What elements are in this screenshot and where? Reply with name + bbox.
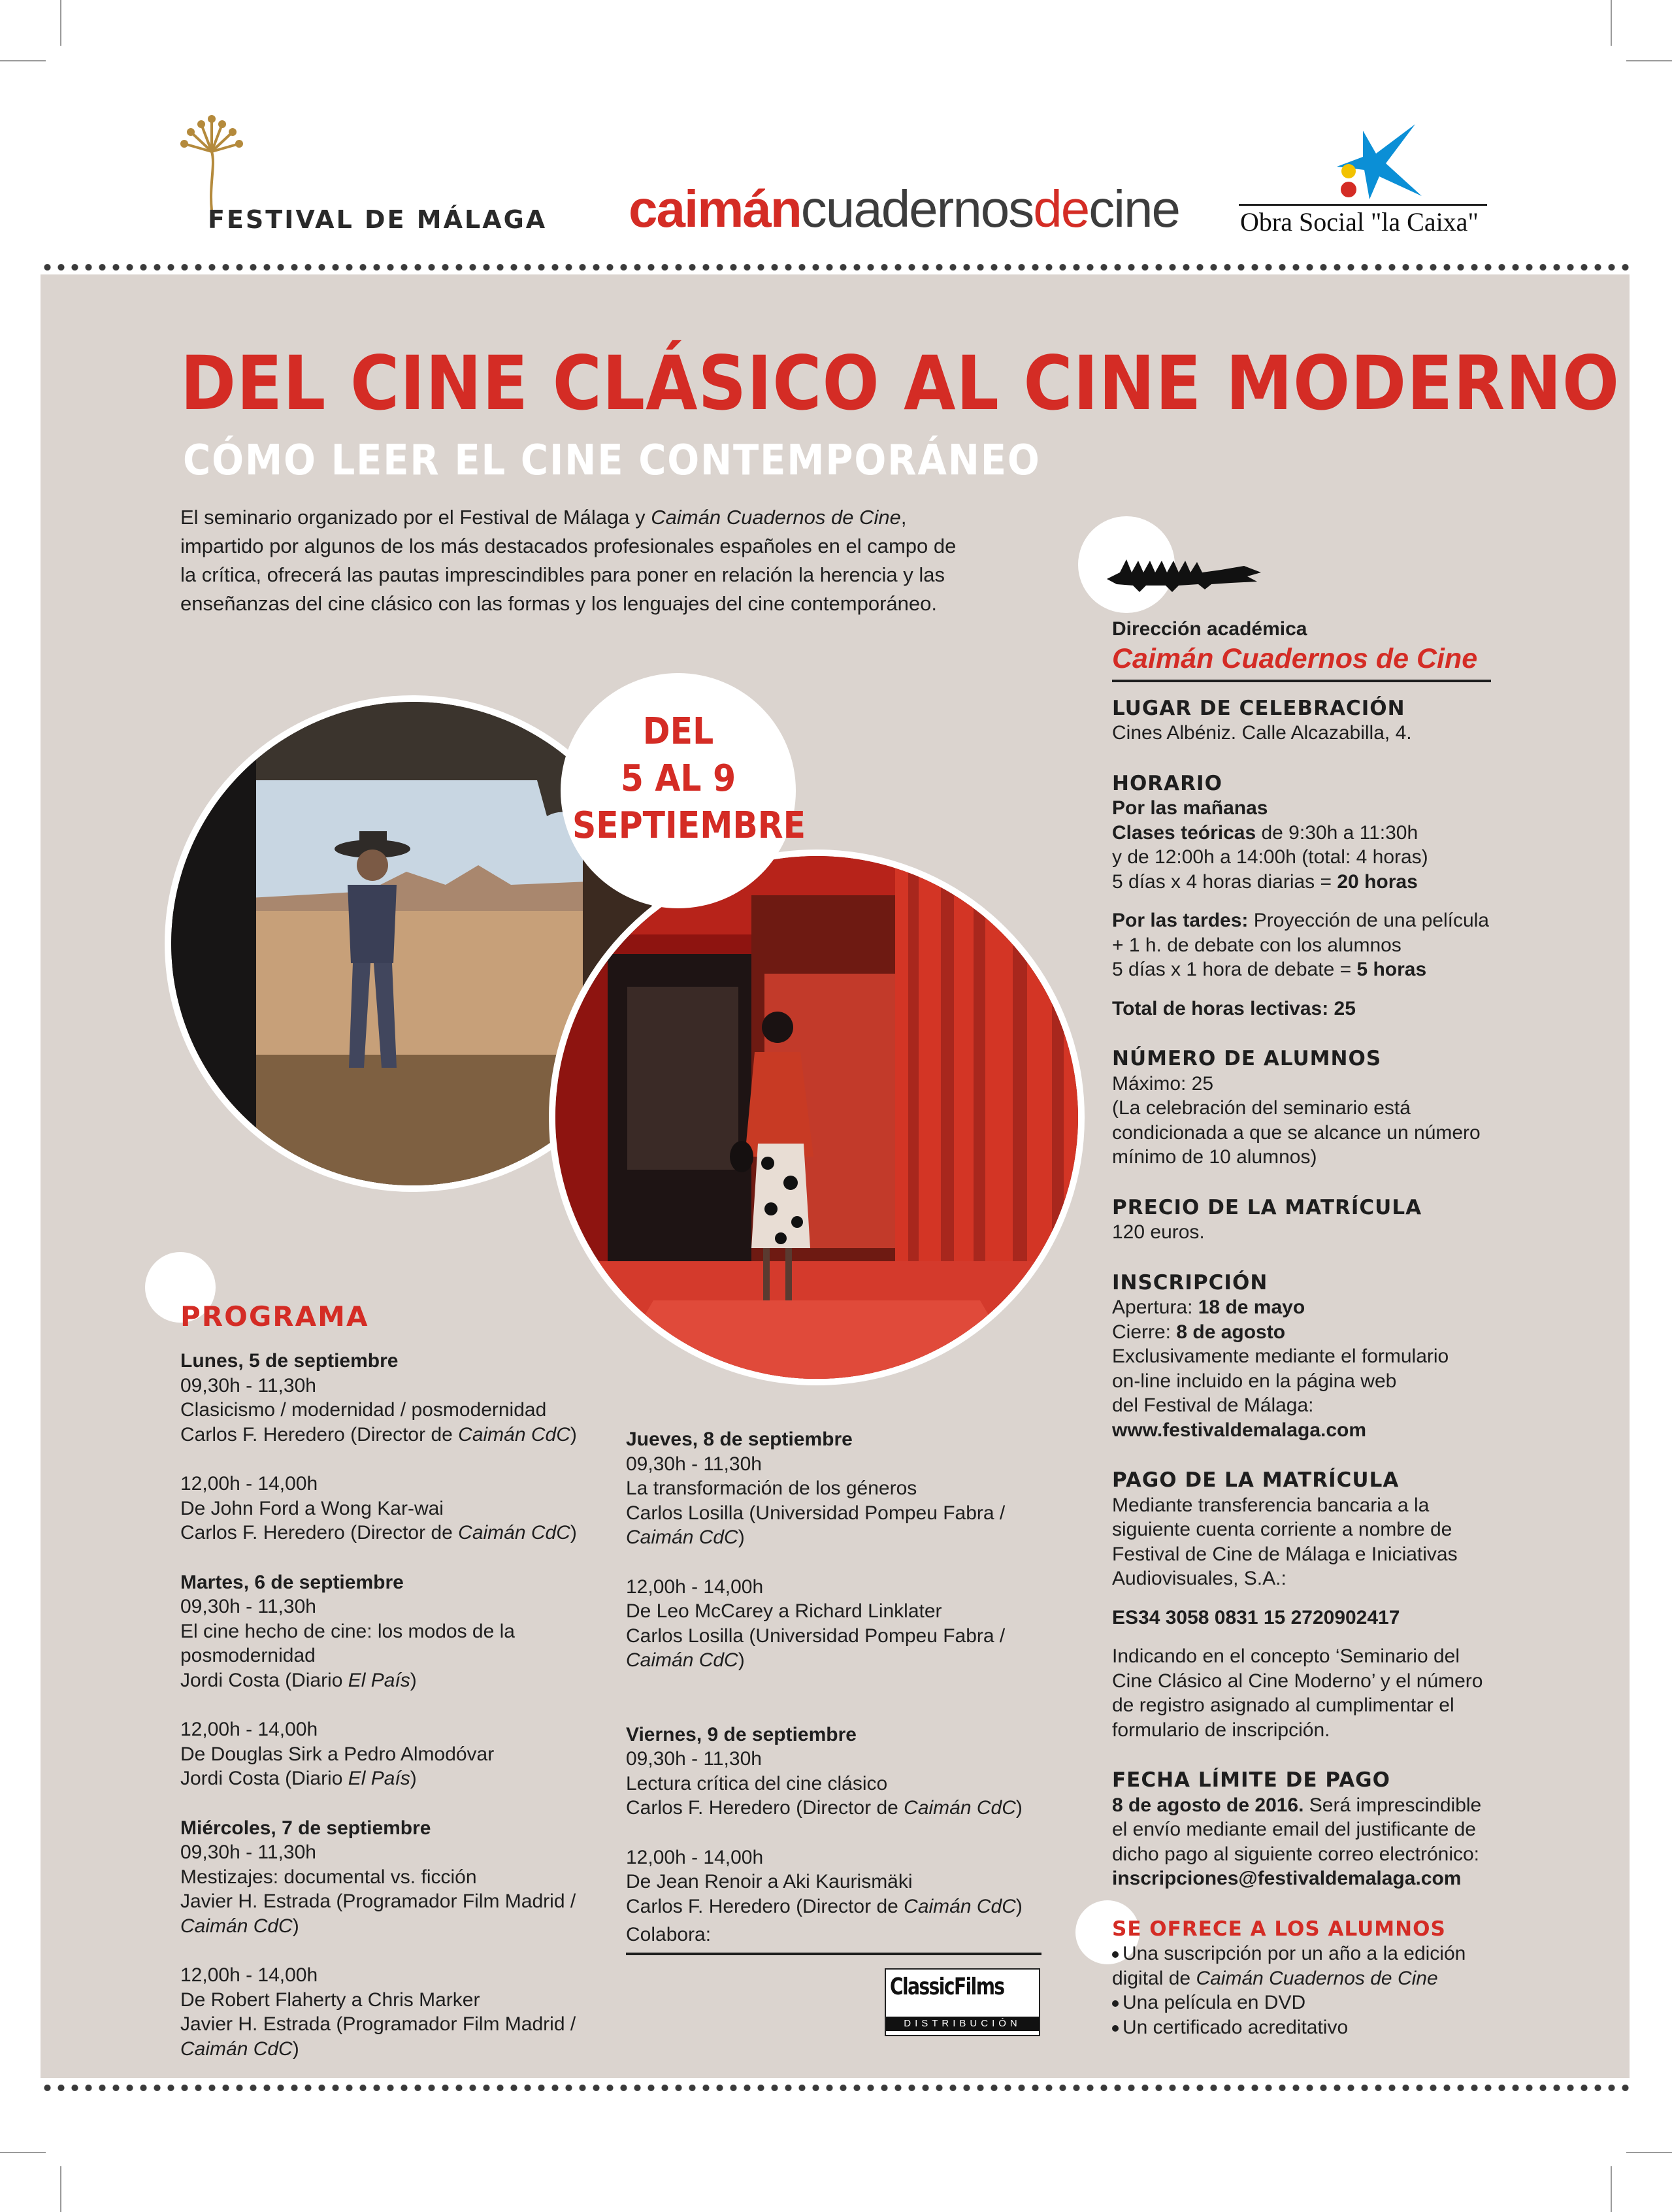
- clases-total: 20 horas: [1337, 870, 1418, 893]
- inscripcion-text: Apertura:: [1112, 1296, 1198, 1318]
- speaker-text: Jordi Costa (Diario: [180, 1768, 348, 1789]
- alumnos-line: (La celebración del seminario está: [1112, 1097, 1411, 1119]
- ofrece-heading: SE OFRECE A LOS ALUMNOS: [1112, 1917, 1446, 1941]
- day-heading: Martes, 6 de septiembre: [180, 1571, 404, 1593]
- day-heading: Lunes, 5 de septiembre: [180, 1350, 399, 1372]
- star-icon: [1324, 124, 1428, 203]
- crop-mark: [60, 2166, 61, 2212]
- caiman-logo-part: de: [1033, 180, 1089, 238]
- session-subject: Lectura crítica del cine clásico: [626, 1772, 888, 1794]
- crop-mark: [0, 60, 46, 61]
- tardes-text: 5 días x 1 hora de debate =: [1112, 959, 1357, 980]
- date-line: 5 AL 9: [620, 757, 736, 800]
- pago-line: Mediante transferencia bancaria a la: [1112, 1494, 1430, 1516]
- session-time: 09,30h - 11,30h: [180, 1596, 316, 1617]
- direccion-label: Dirección académica: [1112, 618, 1307, 640]
- crop-mark: [1626, 2152, 1672, 2153]
- session-time: 09,30h - 11,30h: [180, 1841, 316, 1863]
- dotted-divider-top: [41, 264, 1630, 271]
- session-speaker: [180, 1521, 638, 1545]
- session-subject: El cine hecho de cine: los modos de la: [180, 1620, 515, 1642]
- concepto-line: de registro asignado al cumplimentar el: [1112, 1694, 1454, 1716]
- alumnos-line: Máximo: 25: [1112, 1072, 1214, 1095]
- alumnos-line: condicionada a que se alcance un número: [1112, 1121, 1481, 1144]
- speaker-italic: Caimán CdC: [626, 1649, 738, 1671]
- crocodile-icon: [1107, 553, 1264, 599]
- session-speaker: [180, 1766, 638, 1791]
- speaker-text: ): [292, 1915, 299, 1937]
- speaker-text: ): [410, 1669, 417, 1691]
- clases-line: y de 12:00h a 14:00h (total: 4 horas): [1112, 846, 1428, 868]
- speaker-text: ): [292, 2038, 299, 2060]
- session-speaker: Javier H. Estrada (Programador Film Madrid /: [180, 1890, 576, 1912]
- speaker-italic: Caimán CdC: [904, 1895, 1016, 1917]
- lugar-value: Cines Albéniz. Calle Alcazabilla, 4.: [1112, 722, 1412, 744]
- tardes-text: Proyección de una película: [1248, 910, 1489, 931]
- session-subject: La transformación de los géneros: [626, 1477, 917, 1499]
- concepto-line: Cine Clásico al Cine Moderno’ y el número: [1112, 1670, 1483, 1692]
- tardes-line: + 1 h. de debate con los alumnos: [1112, 934, 1402, 956]
- info-column: [1112, 617, 1530, 2039]
- cierre-date: 8 de agosto: [1176, 1321, 1286, 1343]
- clases-text: de 9:30h a 11:30h: [1256, 821, 1418, 844]
- precio-value: 120 euros.: [1112, 1221, 1205, 1243]
- pago-line: Audiovisuales, S.A.:: [1112, 1568, 1287, 1589]
- inscripcion-heading: INSCRIPCIÓN: [1112, 1270, 1268, 1295]
- ofrece-item: Una película en DVD: [1123, 1992, 1306, 2013]
- speaker-text: Carlos F. Heredero (Director de: [626, 1895, 904, 1917]
- day-heading: Viernes, 9 de septiembre: [626, 1723, 857, 1745]
- in-the-mood-for-love-still: [549, 850, 1085, 1385]
- lacaixa-logo: [1239, 124, 1500, 242]
- fecha-limite-date: 8 de agosto de 2016.: [1112, 1794, 1304, 1816]
- total-horas: Total de horas lectivas: 25: [1112, 997, 1356, 1019]
- session-subject: posmodernidad: [180, 1645, 316, 1666]
- iban-value: ES34 3058 0831 15 2720902417: [1112, 1606, 1400, 1628]
- speaker-italic: Caimán CdC: [458, 1522, 570, 1543]
- horario-heading: HORARIO: [1112, 771, 1222, 795]
- day-heading: Miércoles, 7 de septiembre: [180, 1817, 431, 1839]
- session-speaker: [180, 1423, 638, 1447]
- bullet-icon: [1112, 2025, 1119, 2032]
- tardes-label: Por las tardes:: [1112, 910, 1249, 931]
- session-subject: De Robert Flaherty a Chris Marker: [180, 1989, 480, 2011]
- precio-heading: PRECIO DE LA MATRÍCULA: [1112, 1195, 1422, 1219]
- bullet-icon: [1112, 2000, 1119, 2007]
- concepto-line: Indicando en el concepto ‘Seminario del: [1112, 1645, 1460, 1667]
- clases-label: Clases teóricas: [1112, 821, 1256, 844]
- date-line: SEPTIEMBRE: [572, 804, 806, 847]
- program-column-2: [626, 1427, 1083, 1919]
- dotted-divider-bottom: [41, 2085, 1630, 2091]
- classic-films-name: ClassicFilms: [890, 1973, 1004, 2000]
- session-subject: Clasicismo / modernidad / posmodernidad: [180, 1399, 547, 1421]
- speaker-italic: Caimán CdC: [904, 1797, 1016, 1819]
- inscripcion-line: del Festival de Málaga:: [1112, 1395, 1314, 1416]
- session-speaker: [180, 1668, 638, 1693]
- caiman-logo: [629, 180, 1180, 238]
- speaker-italic: El País: [348, 1669, 410, 1691]
- apertura-date: 18 de mayo: [1198, 1296, 1305, 1318]
- alumnos-line: mínimo de 10 alumnos): [1112, 1146, 1317, 1168]
- session-speaker: [626, 1796, 1083, 1821]
- fecha-limite-text: Será imprescindible: [1303, 1794, 1482, 1816]
- direccion-name: Caimán Cuadernos de Cine: [1112, 642, 1478, 674]
- speaker-text: ): [738, 1649, 745, 1671]
- session-time: 09,30h - 11,30h: [180, 1374, 316, 1396]
- speaker-text: Jordi Costa (Diario: [180, 1669, 348, 1691]
- ofrece-item: Una suscripción por un año a la edición: [1123, 1943, 1466, 1964]
- speaker-text: ): [1015, 1797, 1023, 1819]
- program-title: PROGRAMA: [180, 1300, 369, 1332]
- session-subject: De Douglas Sirk a Pedro Almodóvar: [180, 1743, 495, 1765]
- lacaixa-rule: [1239, 204, 1487, 206]
- session-speaker: Carlos Losilla (Universidad Pompeu Fabra /: [626, 1625, 1006, 1647]
- ofrece-item: digital de: [1112, 1967, 1196, 1989]
- pago-line: siguiente cuenta corriente a nombre de: [1112, 1519, 1452, 1540]
- lugar-heading: LUGAR DE CELEBRACIÓN: [1112, 696, 1405, 720]
- date-line: DEL: [642, 710, 714, 753]
- caiman-logo-part: cuadernos: [800, 180, 1034, 238]
- fecha-limite-heading: FECHA LÍMITE DE PAGO: [1112, 1768, 1390, 1792]
- classic-films-sub: DISTRIBUCIÓN: [886, 2017, 1039, 2031]
- session-time: 09,30h - 11,30h: [626, 1453, 762, 1475]
- caiman-logo-part: cine: [1089, 180, 1180, 238]
- ofrece-item-italic: Caimán Cuadernos de Cine: [1196, 1967, 1438, 1989]
- concepto-line: formulario de inscripción.: [1112, 1719, 1330, 1741]
- speaker-text: Carlos F. Heredero (Director de: [626, 1797, 904, 1819]
- ofrece-item: Un certificado acreditativo: [1123, 2016, 1349, 2038]
- email-link[interactable]: inscripciones@festivaldemalaga.com: [1112, 1868, 1462, 1889]
- program-column-1: [180, 1349, 638, 2061]
- speaker-text: Carlos F. Heredero (Director de: [180, 1423, 459, 1445]
- speaker-text: ): [410, 1768, 417, 1789]
- crop-mark: [0, 2152, 46, 2153]
- speaker-italic: Caimán CdC: [626, 1527, 738, 1548]
- speaker-text: Carlos F. Heredero (Director de: [180, 1522, 459, 1543]
- session-subject: De John Ford a Wong Kar-wai: [180, 1497, 444, 1519]
- date-badge: [561, 673, 806, 908]
- session-time: 12,00h - 14,00h: [180, 1964, 318, 1986]
- page-title: DEL CINE CLÁSICO AL CINE MODERNO: [180, 340, 1620, 427]
- inscripcion-line: on-line incluido en la página web: [1112, 1370, 1397, 1392]
- flower-icon: [178, 112, 256, 210]
- inscripcion-text: Cierre:: [1112, 1321, 1177, 1343]
- bullet-icon: [1112, 1951, 1119, 1958]
- session-speaker: Carlos Losilla (Universidad Pompeu Fabra /: [626, 1502, 1006, 1524]
- intro-paragraph: [180, 503, 958, 618]
- session-speaker: [626, 1894, 1083, 1919]
- clases-text: 5 días x 4 horas diarias =: [1112, 870, 1337, 893]
- speaker-text: ): [1015, 1895, 1023, 1917]
- speaker-italic: Caimán CdC: [180, 1915, 293, 1937]
- intro-text: El seminario organizado por el Festival de Málaga y: [180, 506, 651, 529]
- intro-text-italic: Caimán Cuadernos de Cine: [651, 506, 901, 529]
- session-time: 12,00h - 14,00h: [180, 1473, 318, 1494]
- session-time: 12,00h - 14,00h: [626, 1576, 764, 1598]
- festival-malaga-name: FESTIVAL DE MÁLAGA: [208, 205, 548, 234]
- intro-text: , impartido por algunos de los más destacados profesionales españoles en el campo de la crítica, ofrecerá las pautas imprescindibles para poner en relación la herencia y las enseñanzas del cine clásico con las formas y los lenguajes del cine contemporáneo.: [180, 506, 957, 615]
- speaker-italic: Caimán CdC: [458, 1423, 570, 1445]
- tardes-total: 5 horas: [1356, 959, 1427, 980]
- session-subject: De Leo McCarey a Richard Linklater: [626, 1600, 942, 1622]
- session-subject: De Jean Renoir a Aki Kaurismäki: [626, 1871, 913, 1892]
- session-time: 12,00h - 14,00h: [626, 1846, 764, 1868]
- festival-url-link[interactable]: www.festivaldemalaga.com: [1112, 1419, 1367, 1441]
- crop-mark: [60, 0, 61, 46]
- fecha-limite-line: dicho pago al siguiente correo electrónico:: [1112, 1843, 1480, 1865]
- crop-mark: [1611, 0, 1612, 46]
- pago-heading: PAGO DE LA MATRÍCULA: [1112, 1468, 1400, 1492]
- session-speaker: Javier H. Estrada (Programador Film Madrid /: [180, 2013, 576, 2035]
- session-time: 09,30h - 11,30h: [626, 1748, 762, 1770]
- speaker-italic: Caimán CdC: [180, 2038, 293, 2060]
- day-heading: Jueves, 8 de septiembre: [626, 1428, 853, 1450]
- caiman-logo-part: caimán: [629, 180, 801, 238]
- fecha-limite-line: el envío mediante email del justificante de: [1112, 1819, 1476, 1840]
- festival-malaga-logo: [178, 112, 548, 243]
- classic-films-logo: [885, 1968, 1040, 2036]
- speaker-text: ): [570, 1522, 577, 1543]
- pago-line: Festival de Cine de Málaga e Iniciativas: [1112, 1543, 1458, 1565]
- page-subtitle: CÓMO LEER EL CINE CONTEMPORÁNEO: [183, 437, 1041, 485]
- lacaixa-name: Obra Social "la Caixa": [1240, 207, 1479, 237]
- crop-mark: [1626, 60, 1672, 61]
- alumnos-heading: NÚMERO DE ALUMNOS: [1112, 1047, 1382, 1070]
- speaker-text: ): [570, 1423, 577, 1445]
- session-time: 12,00h - 14,00h: [180, 1719, 318, 1740]
- speaker-italic: El País: [348, 1768, 410, 1789]
- colabora-rule: [626, 1953, 1041, 1955]
- inscripcion-line: Exclusivamente mediante el formulario: [1112, 1345, 1449, 1367]
- crop-mark: [1611, 2166, 1612, 2212]
- session-subject: Mestizajes: documental vs. ficción: [180, 1866, 477, 1888]
- manana-heading: Por las mañanas: [1112, 797, 1268, 819]
- colabora-label: Colabora:: [626, 1924, 712, 1945]
- speaker-text: ): [738, 1527, 745, 1548]
